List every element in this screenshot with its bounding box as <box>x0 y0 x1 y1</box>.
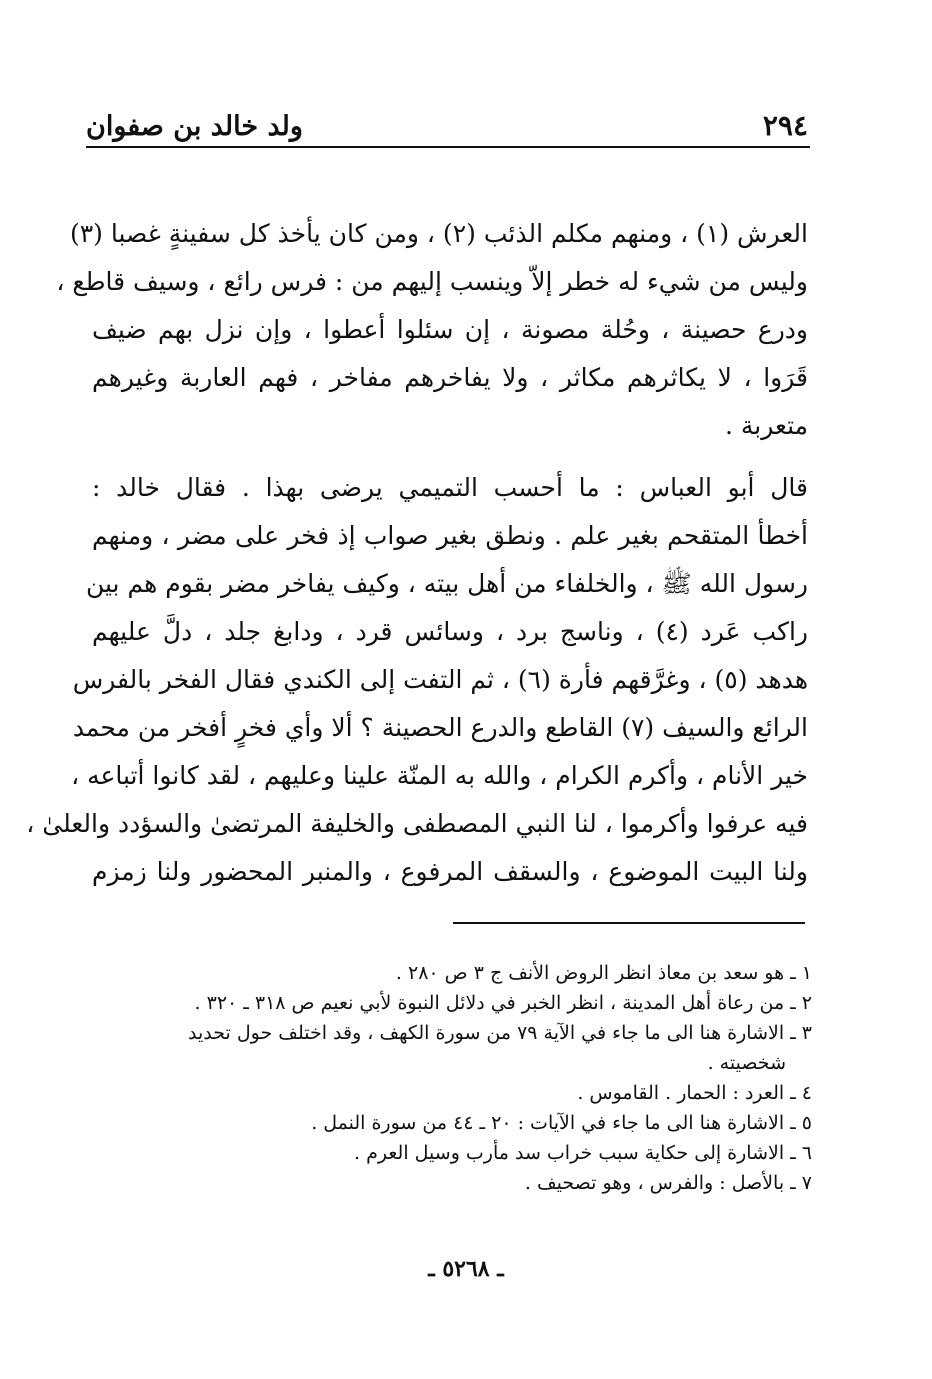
text-line: خير الأنام ، وأكرم الكرام ، والله به المنّة علينا وعليهم ، لقد كانوا أتباعه ، <box>71 761 808 790</box>
text-line: ولنا البيت الموضوع ، والسقف المرفوع ، والمنبر المحضور ولنا زمزم <box>92 857 808 886</box>
text-line: رسول الله ﷺ ، والخلفاء من أهل بيته ، وكيف يفاخر مضر بقوم هم بين <box>85 569 808 598</box>
paragraph-gap <box>92 450 808 464</box>
footnotes <box>100 958 812 1198</box>
main-text <box>26 210 808 896</box>
footnote-2: ٢ ـ من رعاة أهل المدينة ، انظر الخبر في دلائل النبوة لأبي نعيم ص ٣١٨ ـ ٣٢٠ . <box>194 992 812 1014</box>
text-line: فيه عرفوا وأكرموا ، لنا النبي المصطفى والخليفة المرتضىٰ والسؤدد والعلىٰ ، <box>26 809 808 838</box>
footnote-3: ٣ ـ الاشارة هنا الى ما جاء في الآية ٧٩ من سورة الكهف ، وقد اختلف حول تحديد <box>188 1022 812 1044</box>
text-line: العرش (١) ، ومنهم مكلم الذئب (٢) ، ومن كان يأخذ كل سفينةٍ غصبا (٣) <box>69 219 808 248</box>
text-line: وليس من شيء له خطر إلاّ وينسب إليهم من : فرس رائع ، وسيف قاطع ، <box>56 267 808 296</box>
header-rule <box>86 146 810 148</box>
text-line: ودرع حصينة ، وحُلة مصونة ، إن سئلوا أعطوا ، وإن نزل بهم ضيف <box>92 315 808 344</box>
text-line: الرائع والسيف (٧) القاطع والدرع الحصينة ؟ ألا وأي فخرٍ أفخر من محمد <box>72 713 808 742</box>
text-line: هدهد (٥) ، وغرَّقهم فأرة (٦) ، ثم التفت إلى الكندي فقال الفخر بالفرس <box>72 665 808 694</box>
footnote-rule <box>453 922 805 924</box>
running-title: ولد خالد بن صفوان <box>86 111 303 142</box>
footnote-3-continuation: شخصيته . <box>707 1052 786 1074</box>
paragraph-1 <box>56 210 808 450</box>
text-line: أخطأ المتقحم بغير علم . ونطق بغير صواب إذ فخر على مضر ، ومنهم <box>92 521 808 550</box>
text-line: قال أبو العباس : ما أحسب التميمي يرضى بهذا . فقال خالد : <box>92 473 808 502</box>
footnote-7: ٧ ـ بالأصل : والفرس ، وهو تصحيف . <box>524 1172 812 1194</box>
text-line: راكب عَرد (٤) ، وناسج برد ، وسائس قرد ، ودابغ جلد ، دلَّ عليهم <box>92 617 808 646</box>
footnote-6: ٦ ـ الاشارة إلى حكاية سبب خراب سد مأرب وسيل العرم . <box>354 1142 812 1164</box>
text-line: قَرَوا ، لا يكاثرهم مكاثر ، ولا يفاخرهم مفاخر ، فهم العاربة وغيرهم <box>92 363 808 392</box>
footnote-1: ١ ـ هو سعد بن معاذ انظر الروض الأنف ج ٣ ص ٢٨٠ . <box>395 962 812 984</box>
folio-number: ـ ٥٢٦٨ ـ <box>428 1256 504 1282</box>
paragraph-2 <box>26 464 808 896</box>
text-line: متعربة . <box>724 411 808 440</box>
footnote-5: ٥ ـ الاشارة هنا الى ما جاء في الآيات : ٢٠ ـ ٤٤ من سورة النمل . <box>311 1112 812 1134</box>
footnote-4: ٤ ـ العرد : الحمار . القاموس . <box>577 1082 812 1104</box>
page-number: ٢٩٤ <box>762 109 808 142</box>
page-header <box>86 96 808 142</box>
